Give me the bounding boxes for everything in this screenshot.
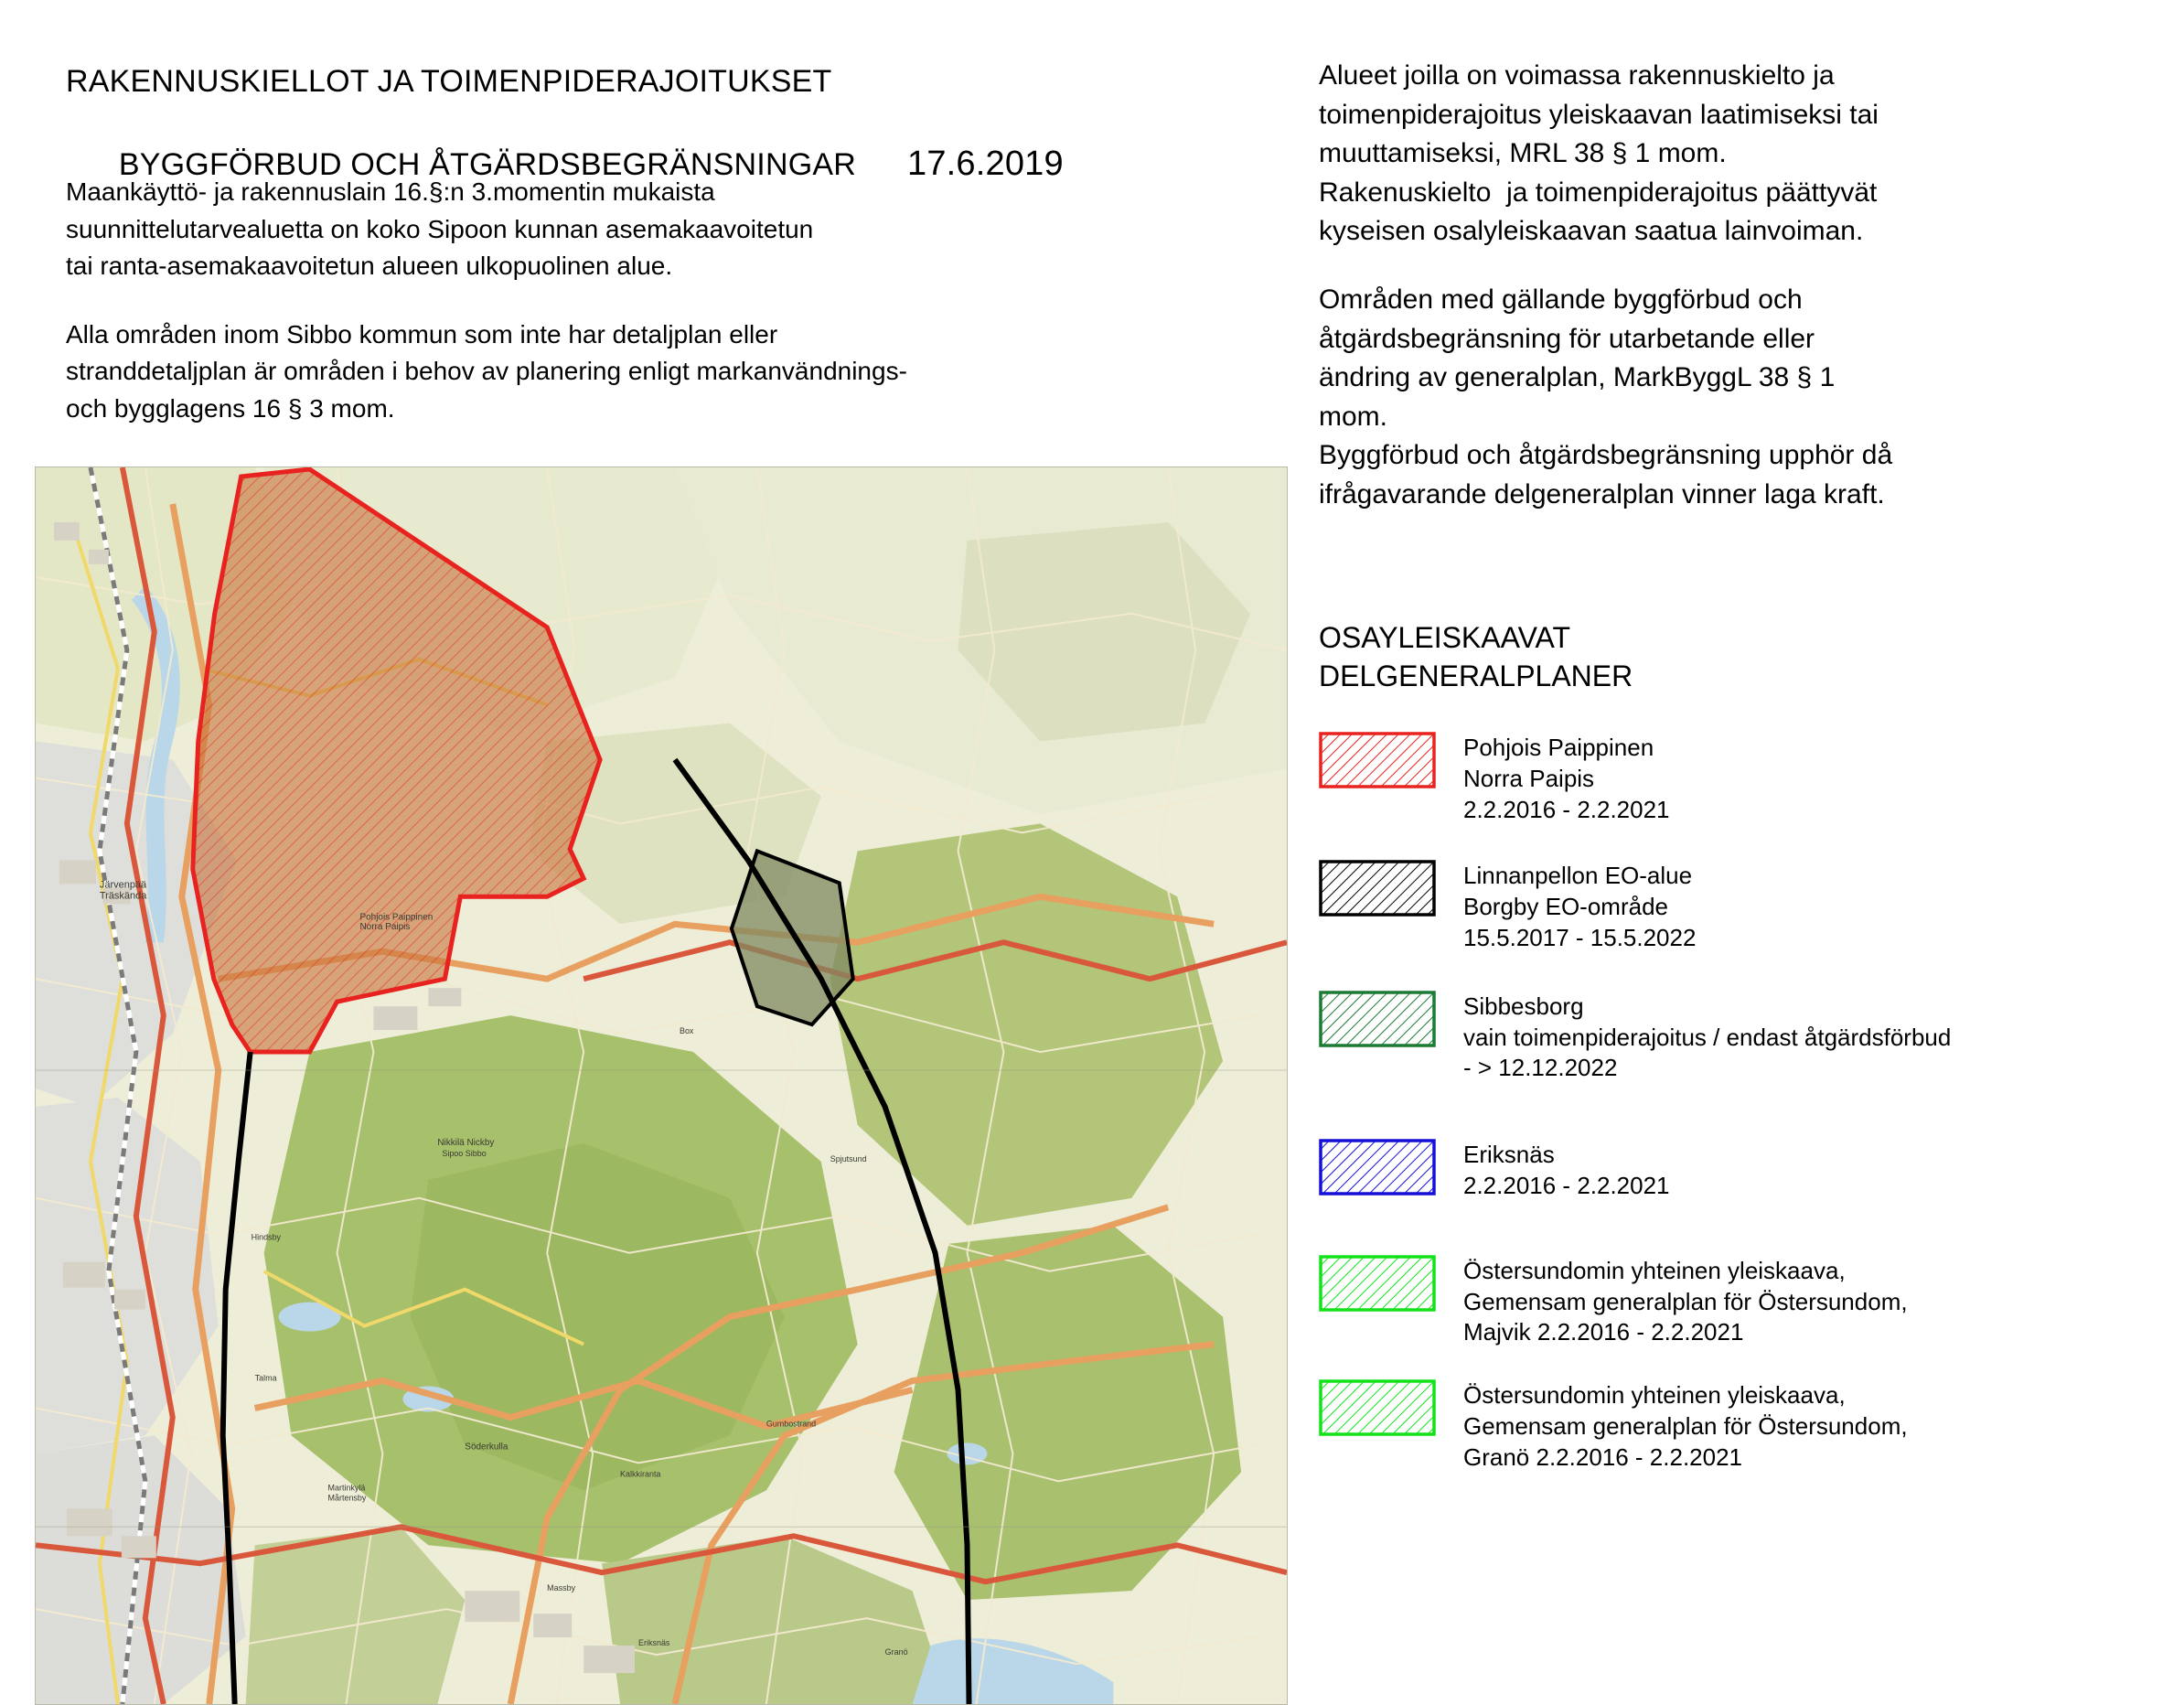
legend-labels-pohjois-paippinen bbox=[1463, 732, 2184, 825]
legend-line: Norra Paipis bbox=[1463, 764, 1595, 792]
description-sv-line-5: Byggförbud och åtgärdsbegränsning upphör då bbox=[1319, 440, 1893, 471]
legend-swatch-eriksnas bbox=[1319, 1139, 1436, 1196]
intro-block bbox=[66, 174, 1273, 459]
svg-text:Spjutsund: Spjutsund bbox=[830, 1153, 867, 1163]
intro-sv-line-3: och bygglagens 16 § 3 mom. bbox=[66, 393, 395, 423]
legend-swatch-sibbesborg bbox=[1319, 991, 1436, 1047]
legend-list bbox=[1319, 732, 2184, 1474]
legend-line: vain toimenpiderajoitus / endast åtgärdsförbud bbox=[1463, 1023, 1952, 1051]
legend-heading bbox=[1319, 618, 2169, 695]
svg-text:Nikkilä Nickby: Nikkilä Nickby bbox=[437, 1137, 495, 1148]
legend-line: 15.5.2017 - 15.5.2022 bbox=[1463, 923, 1697, 951]
intro-fi-line-2: suunnittelutarvealuetta on koko Sipoon kunnan asemakaavoitetun bbox=[66, 214, 814, 243]
intro-paragraph-fi bbox=[66, 174, 1273, 285]
legend-heading-sv: DELGENERALPLANER bbox=[1319, 659, 1633, 693]
legend-swatch-ostersundom-majvik bbox=[1319, 1255, 1436, 1312]
legend-item-ostersundom-majvik[interactable] bbox=[1319, 1255, 2184, 1348]
legend-item-sibbesborg[interactable] bbox=[1319, 991, 2184, 1084]
svg-text:Söderkulla: Söderkulla bbox=[465, 1442, 509, 1453]
intro-paragraph-sv bbox=[66, 316, 1273, 428]
legend-line: Borgby EO-område bbox=[1463, 893, 1668, 921]
map-canvas bbox=[36, 467, 1287, 1704]
legend-line: Gemensam generalplan för Östersundom, bbox=[1463, 1411, 1908, 1440]
description-sv-line-6: ifrågavarande delgeneralplan vinner laga kraft. bbox=[1319, 478, 1885, 509]
svg-text:Massby: Massby bbox=[547, 1583, 576, 1593]
description-block bbox=[1319, 57, 2169, 544]
description-sv-line-2: åtgärdsbegränsning för utarbetande eller bbox=[1319, 323, 1815, 354]
legend-line: Östersundomin yhteinen yleiskaava, bbox=[1463, 1381, 1846, 1410]
description-fi-line-1: Alueet joilla on voimassa rakennuskielto ja bbox=[1319, 60, 1835, 91]
description-fi-line-4: Rakenuskielto ja toimenpiderajoitus päättyvät bbox=[1319, 177, 1878, 208]
legend-item-pohjois-paippinen[interactable] bbox=[1319, 732, 2184, 825]
page-title-fi: RAKENNUSKIELLOT JA TOIMENPIDERAJOITUKSET bbox=[66, 64, 832, 99]
description-fi-line-3: muuttamiseksi, MRL 38 § 1 mom. bbox=[1319, 138, 1727, 169]
legend-labels-linnanpellon-eo-alue bbox=[1463, 860, 2184, 953]
intro-sv-line-1: Alla områden inom Sibbo kommun som inte har detaljplan eller bbox=[66, 319, 778, 349]
legend-line: Eriksnäs bbox=[1463, 1141, 1555, 1169]
svg-text:Martinkylä: Martinkylä bbox=[327, 1483, 366, 1493]
legend-line: Majvik 2.2.2016 - 2.2.2021 bbox=[1463, 1318, 1744, 1346]
legend-heading-fi: OSAYLEISKAAVAT bbox=[1319, 621, 1571, 654]
svg-text:Box: Box bbox=[679, 1026, 694, 1036]
legend-line: - > 12.12.2022 bbox=[1463, 1054, 1618, 1082]
legend-swatch-pohjois-paippinen bbox=[1319, 732, 1436, 788]
description-fi-line-5: kyseisen osalyleiskaavan saatua lainvoiman. bbox=[1319, 216, 1864, 247]
legend-swatch-ostersundom-grano bbox=[1319, 1379, 1436, 1436]
svg-text:Järvenpää: Järvenpää bbox=[99, 879, 147, 891]
legend-line: 2.2.2016 - 2.2.2021 bbox=[1463, 795, 1670, 823]
map-image[interactable] bbox=[35, 466, 1288, 1705]
svg-text:Gumbostrand: Gumbostrand bbox=[765, 1419, 817, 1429]
description-sv-line-3: ändring av generalplan, MarkByggL 38 § 1 bbox=[1319, 362, 1836, 393]
legend-labels-eriksnas bbox=[1463, 1139, 2184, 1202]
svg-text:Talma: Talma bbox=[254, 1373, 277, 1383]
svg-text:Norra Paipis: Norra Paipis bbox=[359, 922, 411, 933]
svg-text:Kalkkiranta: Kalkkiranta bbox=[620, 1469, 661, 1479]
description-sv bbox=[1319, 281, 2169, 515]
legend-item-eriksnas[interactable] bbox=[1319, 1139, 2184, 1202]
legend-labels-sibbesborg bbox=[1463, 991, 2184, 1084]
description-fi bbox=[1319, 57, 2169, 252]
page-date: 17.6.2019 bbox=[907, 145, 1064, 184]
description-sv-line-4: mom. bbox=[1319, 401, 1387, 432]
legend-swatch-linnanpellon-eo-alue bbox=[1319, 860, 1436, 917]
page-title-sv: BYGGFÖRBUD OCH ÅTGÄRDSBEGRÄNSNINGAR bbox=[118, 147, 856, 183]
svg-text:Träskända: Träskända bbox=[99, 890, 147, 902]
right-column bbox=[1310, 0, 2184, 1705]
legend-line: Linnanpellon EO-alue bbox=[1463, 862, 1693, 890]
svg-text:Sipoo Sibbo: Sipoo Sibbo bbox=[442, 1148, 487, 1158]
legend-line: Pohjois Paippinen bbox=[1463, 734, 1654, 761]
legend-item-linnanpellon-eo-alue[interactable] bbox=[1319, 860, 2184, 953]
legend-labels-ostersundom-majvik bbox=[1463, 1255, 2184, 1348]
description-sv-line-1: Områden med gällande byggförbud och bbox=[1319, 284, 1803, 315]
description-fi-line-2: toimenpiderajoitus yleiskaavan laatimiseksi tai bbox=[1319, 99, 1879, 130]
svg-text:Eriksnäs: Eriksnäs bbox=[638, 1638, 670, 1648]
legend-line: Gemensam generalplan för Östersundom, bbox=[1463, 1287, 1908, 1315]
legend-line: Östersundomin yhteinen yleiskaava, bbox=[1463, 1256, 1846, 1284]
legend-labels-ostersundom-grano bbox=[1463, 1379, 2184, 1473]
intro-fi-line-3: tai ranta-asemakaavoitetun alueen ulkopuolinen alue. bbox=[66, 252, 673, 281]
svg-text:Pohjois Paippinen: Pohjois Paippinen bbox=[359, 912, 434, 923]
legend-line: Sibbesborg bbox=[1463, 992, 1584, 1020]
svg-text:Mårtensby: Mårtensby bbox=[327, 1493, 367, 1503]
svg-text:Hindsby: Hindsby bbox=[251, 1232, 282, 1242]
legend-line: Granö 2.2.2016 - 2.2.2021 bbox=[1463, 1442, 1743, 1471]
legend-line: 2.2.2016 - 2.2.2021 bbox=[1463, 1171, 1670, 1199]
intro-fi-line-1: Maankäyttö- ja rakennuslain 16.§:n 3.momentin mukaista bbox=[66, 177, 715, 206]
intro-sv-line-2: stranddetaljplan är områden i behov av planering enligt markanvändnings- bbox=[66, 357, 907, 386]
svg-text:Granö: Granö bbox=[884, 1647, 908, 1657]
legend-item-ostersundom-grano[interactable] bbox=[1319, 1379, 2184, 1473]
